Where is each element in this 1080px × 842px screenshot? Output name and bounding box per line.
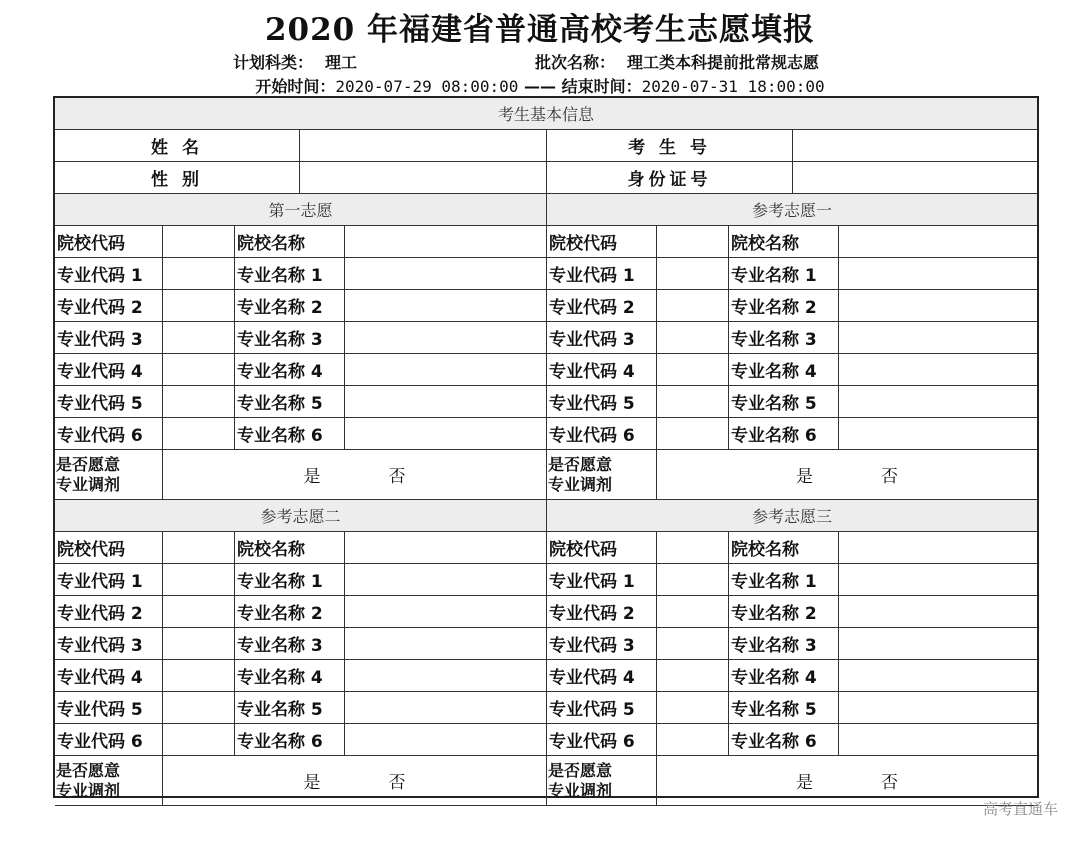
major-code-label: 专业代码 6 (547, 418, 657, 450)
exam-number-label: 考 生 号 (547, 130, 793, 162)
major-name-field[interactable] (345, 354, 547, 386)
adjustment-yes-option[interactable]: 是 (796, 773, 813, 793)
major-name-label: 专业名称 5 (729, 386, 839, 418)
major-name-label: 专业名称 3 (729, 628, 839, 660)
adjustment-label (55, 450, 163, 500)
school-name-field[interactable] (839, 226, 1037, 258)
major-code-field[interactable] (163, 418, 235, 450)
major-code-field[interactable] (657, 596, 729, 628)
school-code-label: 院校代码 (547, 532, 657, 564)
school-name-label: 院校名称 (729, 532, 839, 564)
major-name-field[interactable] (345, 724, 547, 756)
major-code-label: 专业代码 2 (547, 290, 657, 322)
major-code-field[interactable] (657, 628, 729, 660)
school-code-label: 院校代码 (547, 226, 657, 258)
major-name-label: 专业名称 1 (729, 258, 839, 290)
major-code-field[interactable] (163, 322, 235, 354)
major-name-field[interactable] (839, 258, 1037, 290)
plan-type-value: 理工 (325, 53, 358, 72)
plan-type (233, 50, 357, 73)
school-name-field[interactable] (345, 532, 547, 564)
id-number-field[interactable] (793, 162, 1037, 194)
major-name-label: 专业名称 2 (729, 596, 839, 628)
major-name-label: 专业名称 4 (729, 660, 839, 692)
adjustment-label-line1: 是否愿意 (548, 760, 613, 780)
block-title-2: 参考志愿一 (547, 194, 1037, 226)
major-code-label: 专业代码 1 (547, 564, 657, 596)
major-name-label: 专业名称 3 (235, 628, 345, 660)
plan-type-label: 计划科类： (233, 53, 314, 72)
major-name-label: 专业名称 2 (235, 596, 345, 628)
adjustment-yes-option[interactable]: 是 (796, 467, 813, 487)
major-code-label: 专业代码 1 (55, 564, 163, 596)
adjustment-no-option[interactable]: 否 (388, 773, 406, 793)
school-code-label: 院校代码 (55, 532, 163, 564)
major-name-label: 专业名称 5 (235, 386, 345, 418)
batch-name-value: 理工类本科提前批常规志愿 (627, 53, 820, 72)
block-title-4: 参考志愿三 (547, 500, 1037, 532)
major-code-field[interactable] (657, 354, 729, 386)
school-name-label: 院校名称 (235, 226, 345, 258)
major-code-field[interactable] (163, 564, 235, 596)
adjustment-label (55, 756, 163, 806)
adjustment-label-line2: 专业调剂 (56, 780, 121, 800)
major-code-field[interactable] (657, 322, 729, 354)
major-name-field[interactable] (345, 692, 547, 724)
major-code-label: 专业代码 4 (547, 354, 657, 386)
major-code-field[interactable] (163, 290, 235, 322)
major-code-field[interactable] (163, 660, 235, 692)
major-name-label: 专业名称 6 (729, 724, 839, 756)
major-code-field[interactable] (163, 628, 235, 660)
major-name-field[interactable] (345, 418, 547, 450)
major-name-label: 专业名称 5 (235, 692, 345, 724)
major-name-field[interactable] (839, 418, 1037, 450)
major-name-label: 专业名称 6 (729, 418, 839, 450)
major-code-label: 专业代码 5 (547, 692, 657, 724)
adjustment-label-line1: 是否愿意 (56, 760, 121, 780)
school-name-label: 院校名称 (235, 532, 345, 564)
school-code-field[interactable] (163, 226, 235, 258)
adjustment-label-line1: 是否愿意 (548, 454, 613, 474)
adjustment-no-option[interactable]: 否 (388, 467, 406, 487)
major-code-field[interactable] (163, 596, 235, 628)
major-code-field[interactable] (657, 290, 729, 322)
major-name-label: 专业名称 2 (729, 290, 839, 322)
watermark: 高考直通车 (982, 800, 1058, 818)
major-code-label: 专业代码 6 (55, 724, 163, 756)
gender-field[interactable] (300, 162, 547, 194)
major-name-field[interactable] (345, 258, 547, 290)
major-name-field[interactable] (839, 354, 1037, 386)
major-code-field[interactable] (657, 386, 729, 418)
major-name-label: 专业名称 1 (235, 258, 345, 290)
form-title: 2020 年福建省普通高校考生志愿填报 (264, 12, 816, 48)
adjustment-label-line1: 是否愿意 (56, 454, 121, 474)
major-code-label: 专业代码 2 (55, 596, 163, 628)
major-code-label: 专业代码 2 (547, 596, 657, 628)
major-name-field[interactable] (839, 628, 1037, 660)
major-name-field[interactable] (345, 596, 547, 628)
adjustment-label-line2: 专业调剂 (548, 780, 613, 800)
major-code-field[interactable] (163, 724, 235, 756)
major-name-label: 专业名称 5 (729, 692, 839, 724)
major-name-field[interactable] (839, 322, 1037, 354)
start-time-label: 开始时间： (255, 77, 336, 96)
major-name-label: 专业名称 3 (729, 322, 839, 354)
exam-number-field[interactable] (793, 130, 1037, 162)
major-code-field[interactable] (163, 692, 235, 724)
major-code-field[interactable] (657, 258, 729, 290)
adjustment-choice (657, 450, 1037, 500)
major-code-label: 专业代码 3 (547, 322, 657, 354)
name-field[interactable] (300, 130, 547, 162)
id-number-label: 身份证号 (547, 162, 793, 194)
major-code-label: 专业代码 3 (55, 628, 163, 660)
time-separator: —— (524, 77, 556, 96)
school-code-field[interactable] (657, 532, 729, 564)
school-code-label: 院校代码 (55, 226, 163, 258)
major-name-label: 专业名称 6 (235, 418, 345, 450)
major-code-field[interactable] (657, 418, 729, 450)
major-name-field[interactable] (345, 628, 547, 660)
major-code-label: 专业代码 5 (55, 386, 163, 418)
school-code-field[interactable] (657, 226, 729, 258)
major-code-label: 专业代码 3 (55, 322, 163, 354)
adjustment-choice (163, 450, 547, 500)
major-name-label: 专业名称 2 (235, 290, 345, 322)
major-code-label: 专业代码 2 (55, 290, 163, 322)
major-name-label: 专业名称 4 (729, 354, 839, 386)
major-name-label: 专业名称 4 (235, 354, 345, 386)
major-code-field[interactable] (657, 724, 729, 756)
major-code-label: 专业代码 4 (55, 660, 163, 692)
major-name-field[interactable] (345, 322, 547, 354)
adjustment-no-option[interactable]: 否 (881, 467, 898, 487)
adjustment-label (547, 450, 657, 500)
adjustment-yes-option[interactable]: 是 (303, 773, 321, 793)
major-name-label: 专业名称 4 (235, 660, 345, 692)
major-name-field[interactable] (345, 386, 547, 418)
major-name-field[interactable] (839, 564, 1037, 596)
adjustment-label (547, 756, 657, 806)
block-title-1: 第一志愿 (55, 194, 547, 226)
application-form (53, 96, 1039, 798)
adjustment-yes-option[interactable]: 是 (303, 467, 321, 487)
major-name-field[interactable] (345, 564, 547, 596)
time-range (0, 74, 1080, 97)
school-name-field[interactable] (839, 532, 1037, 564)
major-code-field[interactable] (657, 692, 729, 724)
major-code-field[interactable] (163, 258, 235, 290)
name-label: 姓 名 (55, 130, 300, 162)
major-code-label: 专业代码 4 (547, 660, 657, 692)
end-time-value: 2020-07-31 18:00:00 (641, 77, 825, 96)
major-name-label: 专业名称 6 (235, 724, 345, 756)
major-name-field[interactable] (839, 724, 1037, 756)
end-time-label: 结束时间： (561, 77, 642, 96)
major-code-field[interactable] (163, 386, 235, 418)
major-name-field[interactable] (839, 596, 1037, 628)
basic-info-header: 考生基本信息 (55, 98, 1037, 130)
major-code-label: 专业代码 5 (55, 692, 163, 724)
major-name-field[interactable] (345, 290, 547, 322)
adjustment-no-option[interactable]: 否 (881, 773, 898, 793)
batch-name (535, 50, 819, 73)
school-name-field[interactable] (345, 226, 547, 258)
major-name-field[interactable] (839, 290, 1037, 322)
block-title-3: 参考志愿二 (55, 500, 547, 532)
major-name-field[interactable] (839, 660, 1037, 692)
major-code-field[interactable] (657, 564, 729, 596)
gender-label: 性 别 (55, 162, 300, 194)
major-code-field[interactable] (657, 660, 729, 692)
major-code-label: 专业代码 1 (547, 258, 657, 290)
batch-name-label: 批次名称： (535, 53, 616, 72)
start-time-value: 2020-07-29 08:00:00 (335, 77, 519, 96)
major-name-field[interactable] (345, 660, 547, 692)
school-code-field[interactable] (163, 532, 235, 564)
major-name-field[interactable] (839, 692, 1037, 724)
major-code-label: 专业代码 3 (547, 628, 657, 660)
major-code-label: 专业代码 6 (55, 418, 163, 450)
adjustment-label-line2: 专业调剂 (56, 474, 121, 494)
adjustment-choice (163, 756, 547, 806)
major-name-label: 专业名称 3 (235, 322, 345, 354)
major-code-label: 专业代码 1 (55, 258, 163, 290)
major-code-label: 专业代码 6 (547, 724, 657, 756)
major-name-label: 专业名称 1 (235, 564, 345, 596)
major-code-label: 专业代码 4 (55, 354, 163, 386)
adjustment-label-line2: 专业调剂 (548, 474, 613, 494)
major-name-field[interactable] (839, 386, 1037, 418)
school-name-label: 院校名称 (729, 226, 839, 258)
major-name-label: 专业名称 1 (729, 564, 839, 596)
major-code-field[interactable] (163, 354, 235, 386)
adjustment-choice (657, 756, 1037, 806)
major-code-label: 专业代码 5 (547, 386, 657, 418)
